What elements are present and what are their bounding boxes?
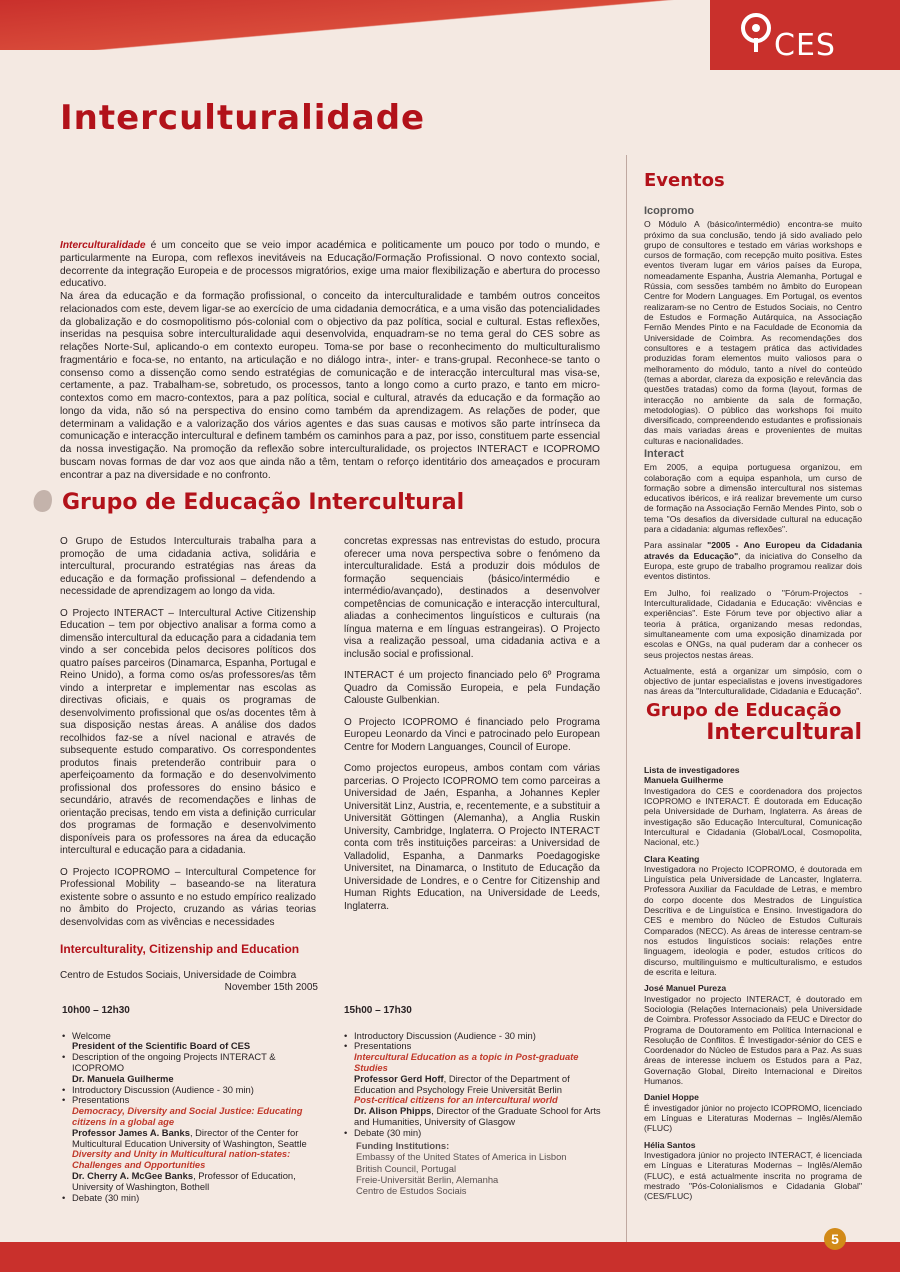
sidebar-icopromo-title: Icopromo (644, 205, 695, 217)
funding-institutions (356, 1140, 567, 1196)
intro-term: Interculturalidade (60, 240, 146, 251)
list-item: • Introductory Discussion (Audience - 30 min) (62, 1085, 324, 1096)
talk-title: Democracy, Diversity and Social Justice: Educating citizens in a global age (72, 1105, 303, 1127)
section-title: Grupo de Educação Intercultural (62, 490, 465, 515)
programme-venue-name: Centro de Estudos Sociais, Universidade de Coimbra (60, 970, 297, 981)
talk-title: Post-critical citizens for an intercultural world (354, 1094, 558, 1106)
group-left-p3: O Projecto ICOPROMO – Intercultural Competence for Professional Mobility – baseando-se na literatura existente sobre o assunto e no estudo empírico realizado no âmbito do Projecto, cruzando as várias teorias desenvolvidas com as vivências e necessidades (60, 866, 316, 928)
group-left-p1: O Grupo de Estudos Interculturais trabalha para a promoção de uma cidadania activa, solidária e intercultural, procurando estratégias nas áreas da educação e da formação profissional – defendendo a necessidade de aprendizagem ao longo da vida. (60, 536, 316, 597)
list-item: Clara Keating Investigadora no Projecto ICOPROMO, é doutorada em Linguística pela Universidade de Lancaster, Inglaterra. Professora Auxiliar da Faculdade de Letras, e membro do corpo docente dos Mestrados de Linguística Descritiva e de Linguística e Ensino. Investigadora do CES e membro do Núcleo de Estudos Culturais Comparados (NECC). As áreas de interesse centram-se nos estudos linguísticos sociais: relações entre linguagem, ideologia e poder, estudos críticos do discurso, multilinguismo e multiculturalismo, e estudos de escrita e leitura. (644, 853, 862, 977)
sidebar-interact-p1: Em 2005, a equipa portuguesa organizou, em colaboração com a equipa espanhola, um curso de formação sobre a dimensão intercultural nos sistemas educativos ibéricos, e irá realizar brevemente um curso de formação na Associação Fernão Mendes Pinto, sob o tema "Os desafios da diversidade cultural na educação para a cidadania: algumas reflexões". (644, 462, 862, 535)
researcher-list-label: Lista de investigadores (644, 765, 740, 775)
list-item: • Welcome President of the Scientific Board of CES (62, 1031, 324, 1053)
funding-item: Freie-Universität Berlin, Alemanha (356, 1173, 499, 1185)
sidebar-interact-p3: Em Julho, foi realizado o "Fórum-Projectos - Interculturalidade, Cidadania e Educação: vivências e experiências". Este Fórum teve por objectivo aliar a teoria à prática, organizando mesas redondas, simultaneamente com uma exposição dinamizada por escolas e ONGs, na qual puderam dar a conhecer os seus projectos nestas áreas. (644, 587, 862, 660)
list-item: • Presentations Intercultural Education as a topic in Post-graduate Studies Professor Gerd Hoff, Director of the Department of Education and Psychology Freie Universität Berlin Post-critical citizens for an intercultural world Dr. Alison Phipps, Director of the Graduate School for Arts and Humanities, University of Glasgow (344, 1041, 606, 1128)
group-text-left (60, 536, 316, 938)
page-title: Interculturalidade (60, 98, 426, 138)
funding-item: Embassy of the United States of America in Lisbon (356, 1151, 567, 1163)
footer-band (0, 1242, 900, 1272)
schedule-morning (62, 1005, 324, 1204)
programme-date: November 15th 2005 (224, 982, 318, 993)
sidebar-title: Eventos (644, 170, 725, 191)
list-item: Manuela Guilherme Investigadora do CES e coordenadora dos projectos ICOPROMO e INTERACT. É doutorada em Educação pela Universidade de Durham, Inglaterra. As áreas de investigação são Educação Intercultural, Comunicação Intercultural e Cidadania (Global/Local, Cosmopolita, Nacional, etc.) (644, 775, 862, 848)
researcher-list (644, 765, 862, 1208)
funding-item: Centro de Estudos Sociais (356, 1185, 467, 1197)
page-number: 5 (824, 1228, 846, 1250)
funding-item: British Council, Portugal (356, 1162, 457, 1174)
section-bullet-icon (32, 488, 54, 514)
schedule-list-morning (62, 1031, 324, 1204)
group-mid-p3: O Projecto ICOPROMO é financiado pelo Programa Europeu Leonardo da Vinci e patrocinado pelo European Centre for Modern Languanges, Council of Europe. (344, 716, 600, 753)
group-mid-p4: Como projectos europeus, ambos contam com várias parcerias. O Projecto ICOPROMO tem como parceiras a Universidad de Jaén, Espanha, a Johannes Kepler Universität Linz, Austria, e, recentemente, e a substituir a Universität Göttingen (Alemanha), a Anglia Ruskin University, Cambridge, Inglaterra. O Projecto INTERACT conta com três instituições parceiras: a Universidad de Valladolid, Espanha, a Danmarks Poedagogiske Universitet, na Dinamarca, o Instituto de Educação da Universidade de Londres, e o Centre for Citizenship and Human Rights Education, na Universidade de Leeds, Inglaterra. (344, 763, 600, 912)
sidebar-interact-p2: Para assinalar "2005 - Ano Europeu da Cidadania através da Educação", da iniciativa do Conselho da Europa, este grupo de trabalho programou realizar dois eventos distintos. (644, 540, 862, 582)
programme-title: Interculturality, Citizenship and Education (60, 942, 300, 956)
list-item: • Debate (30 min) (62, 1193, 324, 1204)
funding-title: Funding Institutions: (356, 1140, 450, 1151)
sidebar-interact-p4: Actualmente, está a organizar um simpósio, com o objectivo de juntar especialistas e jovens investigadores nas áreas da "Interculturalidade, Cidadania e Educação". (644, 665, 862, 697)
column-divider (626, 155, 627, 1245)
schedule-afternoon (344, 1005, 606, 1139)
list-item: • Presentations Democracy, Diversity and Social Justice: Educating citizens in a global age Professor James A. Banks, Director of the Center for Multicultural Education University of Washington, Seattle Diversity and Unity in Multicultural nation-states: Challenges and Opportunities Dr. Cherry A. McGee Banks, Professor of Education, University of Washington, Bothell (62, 1095, 324, 1192)
group-mid-p2: INTERACT é um projecto financiado pelo 6º Programa Quadro da Comissão Europeia, e pela Fundação Calouste Gulbenkian. (344, 670, 600, 706)
group-mid-p1: concretas expressas nas entrevistas do estudo, procura oferecer uma nova perspectiva sobre o fenómeno da interculturalidade. Está a produzir dois módulos de formação sequenciais (básico/intermédio e intermédio/avançado), destinados a desenvolver competências de comunicação e interacção intercultural, aliadas a conhecimentos linguísticos e culturais (na língua materna e em línguas estrangeiras). O Projecto visa a realização pessoal, uma cidadania activa e a inclusão social e profissional. (344, 536, 600, 660)
intro-p1-text: é um conceito que se veio impor académica e politicamente um pouco por todo o mundo, e particularmente na Europa, com reflexos inevitáveis na Educação/Formação Profissional. O novo contexto social, decorrente da integração Europeia e de processos migratórios, exige uma maior flexibilização e abertura do processo educativo. (60, 240, 600, 290)
sidebar-group-title: Grupo de Educação Intercultural (646, 700, 862, 745)
list-item: Hélia Santos Investigadora júnior no projecto INTERACT, é licenciada em Línguas e Literaturas Modernas – Inglês/Alemão (FLUC), e está actualmente inscrita no programa de mestrado "Pós-Colonialismos e Cidadania Global" (CES/FLUC) (644, 1139, 862, 1202)
schedule-list-afternoon (344, 1031, 606, 1139)
list-item: • Debate (30 min) (344, 1128, 606, 1139)
list-item: • Introductory Discussion (Audience - 30 min) (344, 1031, 606, 1042)
list-item: José Manuel Pureza Investigador no projecto INTERACT, é doutorado em Sociologia (Relações Internacionais) pela Universidade de Coimbra. Professor Associado da FEUC e Director do Programa de Doutoramento em Política Internacional e Resolução de Conflitos. É Investigador-sénior do CES e Coordenador do Núcleo de Estudos para a Paz. As suas áreas de interesse incluem os Estudos para a Paz, Governação Global, Direito Internacional e Direitos Humanos. (644, 983, 862, 1087)
sidebar-icopromo (644, 205, 862, 452)
ces-logo (740, 10, 840, 70)
group-text-mid (344, 536, 600, 922)
sidebar-interact (644, 448, 862, 703)
list-item: Daniel Hoppe É investigador júnior no projecto ICOPROMO, licenciado em Línguas e Literaturas Modernas – Inglês/Alemão (FLUC) (644, 1092, 862, 1134)
ces-logo-icon (740, 12, 772, 52)
logo-text: CES (774, 28, 836, 63)
talk-title: Intercultural Education as a topic in Post-graduate Studies (354, 1051, 579, 1073)
list-item: • Description of the ongoing Projects INTERACT & ICOPROMO Dr. Manuela Guilherme (62, 1052, 324, 1084)
talk-title: Diversity and Unity in Multicultural nation-states: Challenges and Opportunities (72, 1148, 291, 1171)
schedule-time-morning: 10h00 – 12h30 (62, 1005, 130, 1016)
group-left-p2: O Projecto INTERACT – Intercultural Active Citizenship Education – tem por objectivo analisar a forma como a dimensão intercultural da educação para a cidadania tem vindo a ser concebida pelos decisores políticos dos quatro países parceiros (Dinamarca, Espanha, Portugal e Reino Unido), a forma como os/as professores/as têm vindo a interpretar e implementar nas escolas as directivas oficiais, e quais os programas de desenvolvimento profissional que os/as docentes têm à sua disposição nestas áreas. A análise dos dados recolhidos faz-se a nível nacional e através de subsequente estudo comparativo. Os correspondentes produtos finais pretenderão contribuir para o aperfeiçoamento da formação e do desenvolvimento profissional dos professores do ensino básico e secundário, através de recomendações e linhas de orientação precisas, tendo em vista a definição curricular dos programas de formação e desenvolvimento disponíveis para os professores na área da educação intercultural e educação para a cidadania. (60, 607, 316, 856)
intro-paragraph-2: Na área da educação e da formação profissional, o conceito da interculturalidade e também outros conceitos relacionados com este, devem ligar-se ao exercício de uma cidadania democrática, e a uma visão das potencialidades da globalização e do cosmopolitismo pós-colonial com o objectivo da paz política, social e cultural. Estas reflexões, inseridas na pesquisa sobre interculturalidade aqui desenvolvida, enquadram-se no tema geral do CES sobre as relações Norte-Sul, aplicando-o em contexto europeu. Toma-se por base o reconhecimento do multiculturalismo fragmentário e foca-se, no entanto, na articulação e no diálogo intra-, inter- e trans-grupal. Reconhece-se tanto o consenso como a dissenção como sendo estratégias de comunicação e de interacção intercultural mas visa-se, certamente, a paz. Trabalham-se, sobretudo, os processos, tanto a longo como a curto prazo, e tanto em micro-contextos como em macro-contextos, para a paz política, social e cultural, através da educação e da formação ao longo da vida, não só na perspectiva do ensino como também da aprendizagem. As relações de poder, que determinam a validação e a valorização dos vários agentes e das suas causas e motivos são parte intrínseca da comunicação e interacção intercultural e definem também os caminhos para a paz, por isso, constituem parte essencial da nossa investigação. Na promoção da reflexão sobre interculturalidade, os projectos INTERACT e ICOPROMO buscam novas formas de dar voz aos que ainda não a têm, tentam o reforço identitário dos ameaçados e procuram encontrar a paz na diversidade e no confronto. (60, 291, 600, 481)
sidebar-icopromo-text: O Módulo A (básico/intermédio) encontra-se muito próximo da sua conclusão, tendo já sido avaliado pelo grupo de consultores e testado em várias workshops e cursos de formação, com recepção muito positiva. Estes eventos tiveram lugar em vários países da Europa, nomeadamente Espanha, Áustria Alemanha, Portugal e Rússia, com sessões também no âmbito do European Centre for Modern Languages. Em Portugal, os eventos realizaram-se no Centro de Estudos Sociais, no Centro de Estudos e Formação Autárquica, na Associação Fernão Mendes Pinto e na Faculdade de Economia da Universidade de Coimbra. As recomendações dos consultores e a testagem prática das actividades produzidas foram elementos muito valiosos para o melhoramento do módulo, tanto a nível do conteúdo (temas a abordar, clareza da exposição e relevância das questões tratadas) como da forma (layout, formas de interacção no ambiente da sala de formação, metodologias). O público das workshops foi muito diversificado, compreendendo estudantes e profissionais das mais variadas áreas e provenientes de muitas culturas e nacionalidades. (644, 219, 862, 446)
intro-text (60, 240, 600, 482)
sidebar-interact-title: Interact (644, 448, 684, 460)
intro-paragraph-1 (60, 240, 600, 291)
schedule-time-afternoon: 15h00 – 17h30 (344, 1005, 412, 1016)
programme-venue (60, 970, 318, 994)
